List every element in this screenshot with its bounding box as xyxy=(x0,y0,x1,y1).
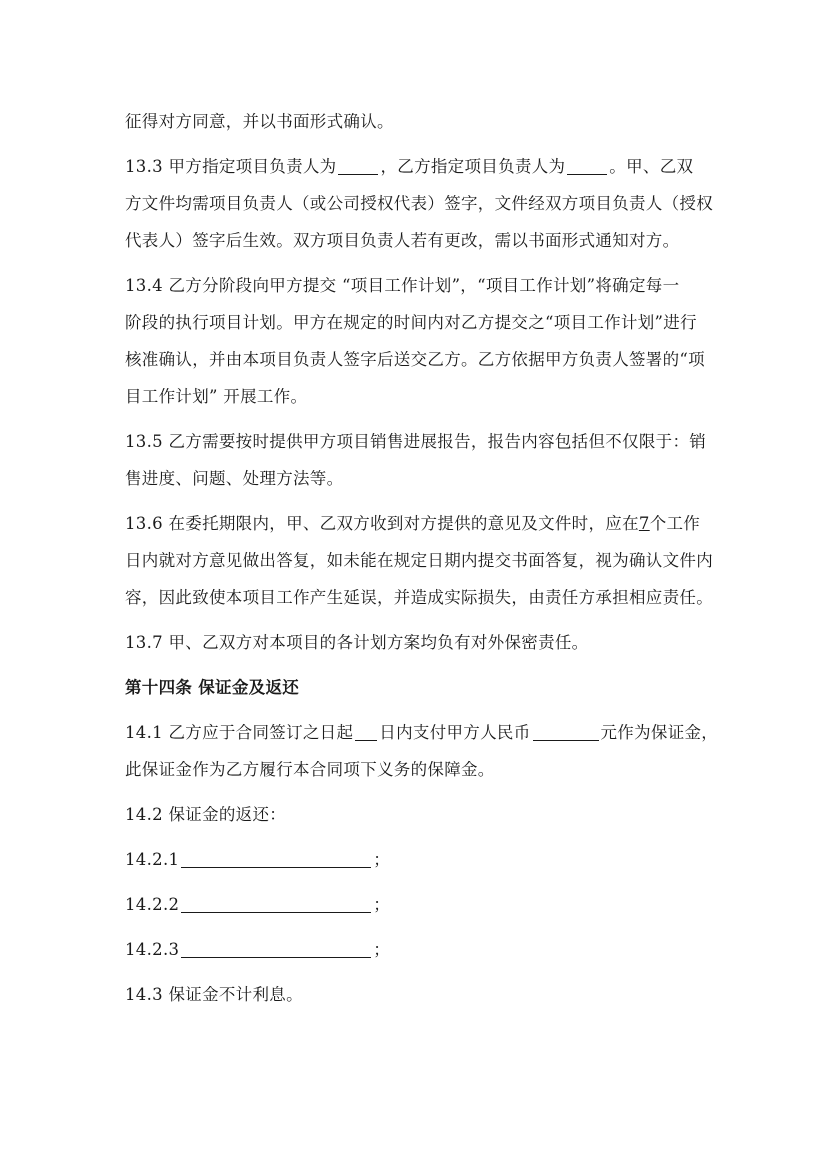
return-condition-blank[interactable] xyxy=(181,847,371,868)
return-condition-blank[interactable] xyxy=(181,937,371,958)
party-a-manager-blank[interactable] xyxy=(338,154,378,175)
clause-14-1-text: 元作为保证金， xyxy=(600,723,719,742)
article-heading-text: 第十四条 保证金及返还 xyxy=(125,678,300,697)
clause-13-6-line-3 xyxy=(125,579,713,616)
clause-13-5-line-2 xyxy=(125,460,710,497)
text-line xyxy=(125,103,710,140)
clause-14-1-text: 日内支付甲方人民币 xyxy=(379,723,531,742)
item-number: 14.2.1 xyxy=(125,850,180,869)
clause-14-1-line-1 xyxy=(125,714,719,751)
clause-14-3-text: 14.3 保证金不计利息。 xyxy=(125,985,303,1004)
clause-13-4-line-2 xyxy=(125,304,710,341)
paragraph-continuation: 征得对方同意，并以书面形式确认。 xyxy=(125,112,394,131)
clause-13-6-line-2 xyxy=(125,542,713,579)
clause-13-5-text: 售进度、问题、处理方法等。 xyxy=(125,469,344,488)
reply-days-value: 7 xyxy=(638,514,650,533)
item-number: 14.2.2 xyxy=(125,895,180,914)
item-punctuation: ； xyxy=(373,940,391,959)
clause-13-3-text: 13.3 甲方指定项目负责人为 xyxy=(125,157,337,176)
clause-13-7-text: 13.7 甲、乙双方对本项目的各计划方案均负有对外保密责任。 xyxy=(125,633,589,652)
clause-13-3-line-2 xyxy=(125,185,713,222)
return-condition-blank[interactable] xyxy=(181,892,371,913)
article-14-heading xyxy=(125,669,710,706)
clause-14-1-text: 14.1 乙方应于合同签订之日起 xyxy=(125,723,354,742)
clause-13-5-text: 13.5 乙方需要按时提供甲方项目销售进展报告，报告内容包括但不仅限于：销 xyxy=(125,432,707,451)
clause-13-3-line-3 xyxy=(125,222,710,259)
clause-13-3-text: 。甲、乙双 xyxy=(609,157,694,176)
list-item xyxy=(125,886,710,923)
document-body xyxy=(125,103,719,1013)
clause-13-3-text: 方文件均需项目负责人（或公司授权代表）签字，文件经双方项目负责人（授权 xyxy=(125,194,713,213)
clause-13-4-line-3 xyxy=(125,341,710,378)
list-item xyxy=(125,931,710,968)
item-punctuation: ； xyxy=(373,850,391,869)
clause-13-7-line-1 xyxy=(125,624,710,661)
clause-13-6-text: 13.6 在委托期限内，甲、乙双方收到对方提供的意见及文件时，应在 xyxy=(125,514,639,533)
clause-13-6-text: 容，因此致使本项目工作产生延误，并造成实际损失，由责任方承担相应责任。 xyxy=(125,588,713,607)
item-number: 14.2.3 xyxy=(125,940,180,959)
clause-14-1-line-2 xyxy=(125,751,710,788)
clause-13-6-line-1 xyxy=(125,505,710,542)
item-punctuation: ； xyxy=(373,895,391,914)
clause-13-5-line-1 xyxy=(125,423,710,460)
clause-13-3-text: 代表人）签字后生效。双方项目负责人若有更改，需以书面形式通知对方。 xyxy=(125,231,680,250)
clause-13-3-text: ，乙方指定项目负责人为 xyxy=(380,157,566,176)
clause-14-1-text: 此保证金作为乙方履行本合同项下义务的保障金。 xyxy=(125,760,495,779)
clause-13-6-text: 日内就对方意见做出答复，如未能在规定日期内提交书面答复，视为确认文件内 xyxy=(125,551,713,570)
clause-13-3-line-1 xyxy=(125,148,710,185)
clause-13-4-line-4 xyxy=(125,378,710,415)
payment-days-blank[interactable] xyxy=(355,720,377,741)
deposit-amount-blank[interactable] xyxy=(533,720,599,741)
clause-14-2-text: 14.2 保证金的返还： xyxy=(125,805,287,824)
clause-13-4-text: 核准确认，并由本项目负责人签字后送交乙方。乙方依据甲方负责人签署的“项 xyxy=(125,350,705,369)
clause-14-2-line-1 xyxy=(125,796,710,833)
party-b-manager-blank[interactable] xyxy=(567,154,607,175)
clause-13-4-text: 目工作计划” 开展工作。 xyxy=(125,387,308,406)
clause-13-4-text: 13.4 乙方分阶段向甲方提交 “项目工作计划”，“项目工作计划”将确定每一 xyxy=(125,276,680,295)
list-item xyxy=(125,841,710,878)
clause-13-4-text: 阶段的执行项目计划。甲方在规定的时间内对乙方提交之“项目工作计划”进行 xyxy=(125,313,697,332)
clause-13-4-line-1 xyxy=(125,267,710,304)
clause-14-3-line-1 xyxy=(125,976,710,1013)
clause-13-6-text: 个工作 xyxy=(649,514,701,533)
